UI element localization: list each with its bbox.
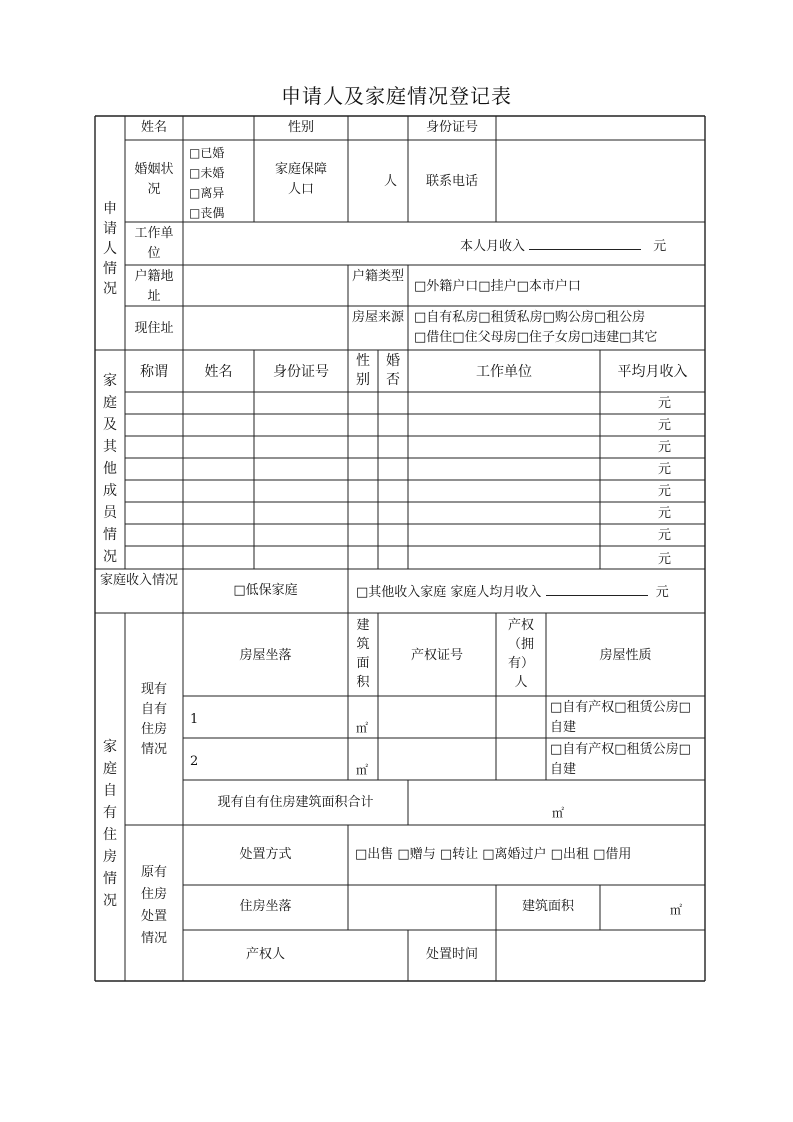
- name-label: 姓名: [140, 120, 167, 135]
- label-char: 自: [103, 783, 117, 799]
- property-cert-header: 产权证号: [410, 648, 463, 663]
- label-line: 人: [514, 675, 528, 690]
- hukou-type-label: 户籍类型: [352, 269, 405, 284]
- label-char: 建: [356, 618, 370, 633]
- work-unit-label: 工作单位: [134, 226, 174, 261]
- label-char: 庭: [103, 761, 117, 777]
- label-char: 请: [103, 221, 117, 237]
- house-row-number: 2: [190, 754, 199, 769]
- hukou-address-label: 户籍地址: [134, 269, 174, 304]
- row-income-unit: 元: [658, 552, 672, 567]
- marital-option-unmarried[interactable]: □未婚: [189, 166, 225, 180]
- hukou-type-options[interactable]: □外籍户口□挂户□本市户口: [414, 279, 581, 294]
- label-char: 员: [103, 505, 117, 521]
- label-line: 有）: [507, 656, 534, 671]
- label-line: 自有: [140, 702, 167, 717]
- label-line: 情况: [140, 742, 167, 757]
- house-row-number: 1: [190, 712, 199, 727]
- label-line: 原有: [140, 865, 167, 880]
- label-line: 现有: [140, 682, 167, 697]
- label-char: 庭: [103, 395, 117, 411]
- row-income-unit: 元: [658, 528, 672, 543]
- col-header-relation: 称谓: [140, 364, 168, 380]
- label-char: 况: [103, 281, 117, 297]
- label-char: 成: [103, 483, 117, 499]
- other-income-option[interactable]: □其他收入家庭 家庭人均月收入: [356, 585, 542, 600]
- label-char: 及: [103, 417, 117, 433]
- label-char: 有: [103, 805, 117, 821]
- col-header-avg-income: 平均月收入: [617, 364, 688, 380]
- low-income-option[interactable]: □低保家庭: [233, 583, 298, 598]
- col-header-gender: 性别: [356, 353, 370, 388]
- disposal-area-unit: ㎡: [670, 903, 683, 917]
- label-char: 情: [103, 261, 117, 277]
- current-housing-label: [125, 680, 183, 760]
- house-nature-options[interactable]: □自有产权□租赁公房□: [550, 742, 691, 757]
- owner-header: [496, 616, 546, 692]
- area-unit: ㎡: [356, 721, 369, 735]
- monthly-income-field[interactable]: [460, 235, 666, 257]
- col-header-id: 身份证号: [273, 364, 329, 380]
- disposal-method-label: 处置方式: [239, 847, 292, 862]
- label-char: 其: [103, 439, 117, 455]
- col-header-name: 姓名: [204, 364, 233, 380]
- disposal-owner-label: 产权人: [245, 947, 285, 962]
- label-line: 产权: [507, 618, 534, 633]
- phone-label: 联系电话: [425, 174, 478, 189]
- house-nature-options[interactable]: □自有产权□租赁公房□: [550, 700, 691, 715]
- building-area-header: [348, 616, 378, 692]
- house-location-header: 房屋坐落: [239, 648, 292, 663]
- label-char: 况: [103, 549, 117, 565]
- marital-option-divorced[interactable]: □离异: [189, 186, 225, 200]
- total-area-unit: ㎡: [552, 806, 565, 820]
- label-char: 积: [356, 675, 370, 690]
- row-income-unit: 元: [658, 396, 672, 411]
- total-area-label: 现有自有住房建筑面积合计: [217, 795, 374, 810]
- row-income-unit: 元: [658, 440, 672, 455]
- label-line: 情况: [140, 931, 167, 946]
- guarantee-unit: 人: [384, 174, 398, 189]
- label-line: 处置: [140, 909, 167, 924]
- page-title: 申请人及家庭情况登记表: [281, 84, 512, 108]
- label-char: 情: [103, 527, 117, 543]
- label-char: 房: [103, 849, 117, 865]
- disposal-area-label: 建筑面积: [521, 899, 574, 914]
- label-char: 人: [103, 241, 117, 257]
- housing-section-label: [100, 736, 120, 912]
- house-nature-options-cont: 自建: [550, 762, 577, 777]
- disposal-method-options[interactable]: □出售 □赠与 □转让 □离婚过户 □出租 □借用: [355, 847, 632, 862]
- col-header-married: 婚否: [386, 353, 400, 388]
- label-char: 面: [356, 656, 370, 671]
- monthly-income-unit: 元: [653, 239, 667, 254]
- label-char: 况: [103, 893, 117, 909]
- family-section-label: [100, 370, 120, 568]
- row-income-unit: 元: [658, 506, 672, 521]
- label-char: 他: [103, 461, 117, 477]
- avg-income-input[interactable]: [546, 581, 648, 596]
- monthly-income-label: 本人月收入: [460, 239, 526, 254]
- other-income-field[interactable]: [356, 581, 669, 603]
- id-number-label: 身份证号: [425, 120, 478, 135]
- residence-label: 现住址: [134, 321, 174, 336]
- area-unit: ㎡: [356, 763, 369, 777]
- marital-option-widowed[interactable]: □丧偶: [189, 206, 225, 220]
- monthly-income-input[interactable]: [529, 235, 641, 250]
- gender-label: 性别: [287, 120, 314, 135]
- house-nature-header: 房屋性质: [599, 648, 652, 663]
- housing-source-label: 房屋来源: [352, 310, 405, 325]
- housing-source-options-1[interactable]: □自有私房□租赁私房□购公房□租公房: [414, 310, 646, 325]
- row-income-unit: 元: [658, 462, 672, 477]
- disposal-time-label: 处置时间: [425, 947, 478, 962]
- label-line: 住房: [140, 722, 167, 737]
- marital-options[interactable]: [189, 143, 224, 223]
- col-header-work-unit: 工作单位: [476, 364, 532, 380]
- disposal-label: [125, 862, 183, 950]
- avg-income-unit: 元: [655, 585, 669, 600]
- applicant-section-label: [100, 198, 120, 298]
- label-char: 申: [103, 201, 117, 217]
- label-line: 住房: [140, 887, 167, 902]
- housing-source-options-2[interactable]: □借住□住父母房□住子女房□违建□其它: [414, 330, 658, 345]
- label-char: 筑: [356, 637, 370, 652]
- row-income-unit: 元: [658, 484, 672, 499]
- family-income-label: 家庭收入情况: [99, 573, 178, 588]
- label-char: 家: [103, 373, 117, 389]
- label-char: 住: [103, 827, 117, 843]
- guarantee-population-label: 家庭保障人口: [274, 162, 327, 197]
- marital-option-married[interactable]: □已婚: [189, 146, 225, 160]
- house-nature-options-cont: 自建: [550, 720, 577, 735]
- label-char: 家: [103, 739, 117, 755]
- marital-status-label: 婚姻状况: [134, 162, 174, 197]
- disposal-location-label: 住房坐落: [239, 899, 292, 914]
- label-line: （拥: [507, 637, 534, 652]
- row-income-unit: 元: [658, 418, 672, 433]
- label-char: 情: [103, 871, 117, 887]
